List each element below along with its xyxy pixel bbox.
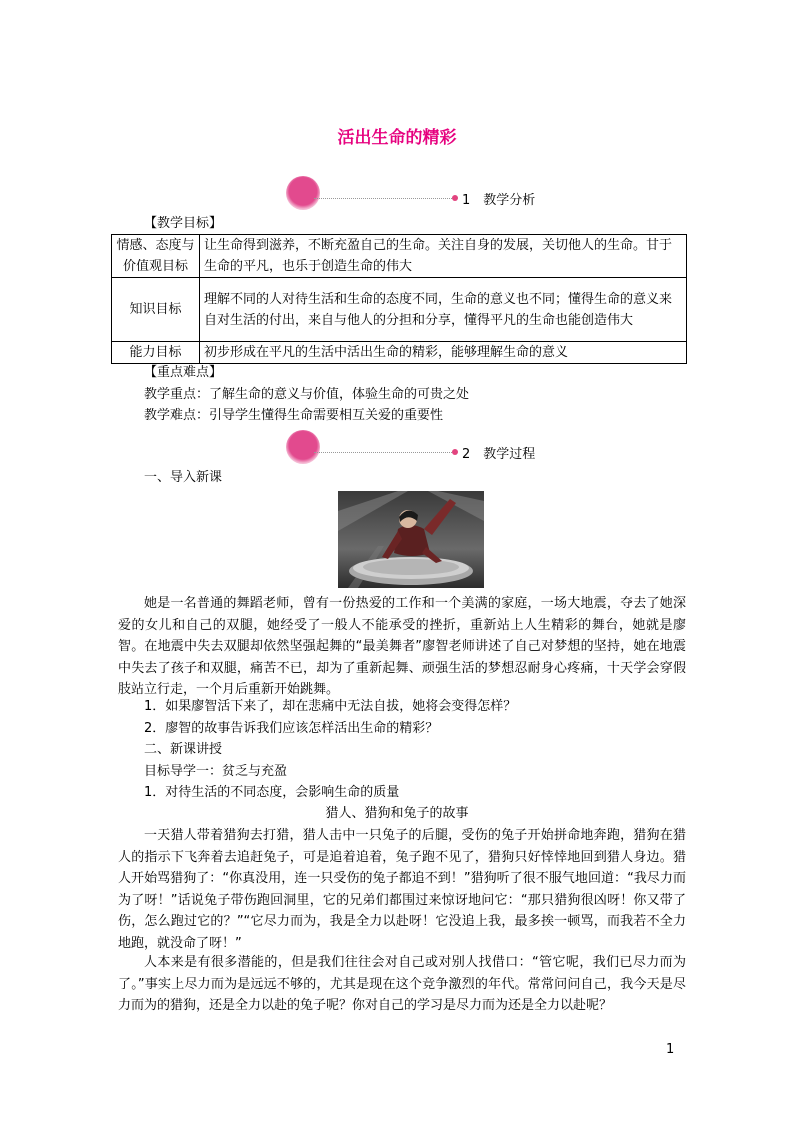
goals-table xyxy=(111,234,687,364)
section-circle-icon xyxy=(286,430,320,464)
document-title: 活出生命的精彩 xyxy=(337,128,457,148)
story-title: 猎人、猎狗和兔子的故事 xyxy=(325,806,469,821)
section-divider xyxy=(314,452,456,453)
table-row xyxy=(112,235,687,278)
lesson-point-1: 1．对待生活的不同态度，会影响生命的质量 xyxy=(144,785,400,800)
section-header-analysis xyxy=(286,176,546,220)
intro-question-1: 1．如果廖智活下来了，却在悲痛中无法自拔，她将会变得怎样？ xyxy=(144,699,517,714)
section-dot-icon xyxy=(452,449,458,455)
goal-content: 让生命得到滋养，不断充盈自己的生命。关注自身的发展，关切他人的生命。甘于生命的平凡，也乐于创造生命的伟大 xyxy=(200,235,687,278)
goal-label: 知识目标 xyxy=(112,278,200,342)
story-paragraph-2: 人本来是有很多潜能的，但是我们往往会对自己或对别人找借口：“管它呢，我们已尽力而为了。”事实上尽力而为是远远不够的，尤其是现在这个竞争激烈的年代。常常问问自己，我今天是尽力而为的猎狗，还是全力以赴的兔子呢？你对自己的学习是尽力而为还是全力以赴呢？ xyxy=(118,955,686,1013)
focus-text: 教学重点：了解生命的意义与价值，体验生命的可贵之处 xyxy=(144,387,470,402)
table-row xyxy=(112,278,687,342)
section-header-process xyxy=(286,430,546,474)
intro-question-2: 2．廖智的故事告诉我们应该怎样活出生命的精彩？ xyxy=(144,721,439,736)
goal-label: 能力目标 xyxy=(112,342,200,364)
section-circle-icon xyxy=(286,176,320,210)
page-number: 1 xyxy=(666,1042,675,1057)
goal-content: 初步形成在平凡的生活中活出生命的精彩，能够理解生命的意义 xyxy=(200,342,687,364)
difficulty-text: 教学难点：引导学生懂得生命需要相互关爱的重要性 xyxy=(144,408,444,423)
section-dot-icon xyxy=(452,195,458,201)
dancer-photo-image xyxy=(338,491,484,588)
intro-heading: 一、导入新课 xyxy=(144,470,223,485)
story-paragraph-1: 一天猎人带着猎狗去打猎，猎人击中一只兔子的后腿，受伤的兔子开始拼命地奔跑，猎狗在猎人的指示下飞奔着去追赶兔子，可是追着追着，兔子跑不见了，猎狗只好悻悻地回到猎人身边。猎人开始骂猎狗了：“你真没用，连一只受伤的兔子都追不到！”猎狗听了很不服气地回道：“我尽力而为了呀！”话说兔子带伤跑回洞里，它的兄弟们都围过来惊讶地问它：“那只猎狗很凶呀！你又带了伤，怎么跑过它的？”“它尽力而为，我是全力以赴呀！它没追上我，最多挨一顿骂，而我若不全力地跑，就没命了呀！” xyxy=(118,828,686,951)
goal-content: 理解不同的人对待生活和生命的态度不同，生命的意义也不同；懂得生命的意义来自对生活的付出，来自与他人的分担和分享，懂得平凡的生命也能创造伟大 xyxy=(200,278,687,342)
dancer-photo xyxy=(338,491,484,588)
goals-heading: 【教学目标】 xyxy=(144,216,223,231)
keypoints-heading: 【重点难点】 xyxy=(144,365,223,380)
goal-label: 情感、态度与价值观目标 xyxy=(112,235,200,278)
section-label: 2 教学过程 xyxy=(462,447,536,462)
section-divider xyxy=(314,198,456,199)
table-row xyxy=(112,342,687,364)
section-label: 1 教学分析 xyxy=(462,193,536,208)
lesson-heading: 二、新课讲授 xyxy=(144,742,223,757)
intro-story: 她是一名普通的舞蹈老师，曾有一份热爱的工作和一个美满的家庭，一场大地震，夺去了她深爱的女儿和自己的双腿，她经受了一般人不能承受的挫折，重新站上人生精彩的舞台，她就是廖智。在地震中失去双腿却依然坚强起舞的“最美舞者”廖智老师讲述了自己对梦想的坚持，她在地震中失去了孩子和双腿，痛苦不已，却为了重新起舞、顽强生活的梦想忍耐身心疼痛，十天学会穿假肢站立行走，一个月后重新开始跳舞。 xyxy=(118,596,686,697)
target-heading: 目标导学一：贫乏与充盈 xyxy=(144,764,288,779)
